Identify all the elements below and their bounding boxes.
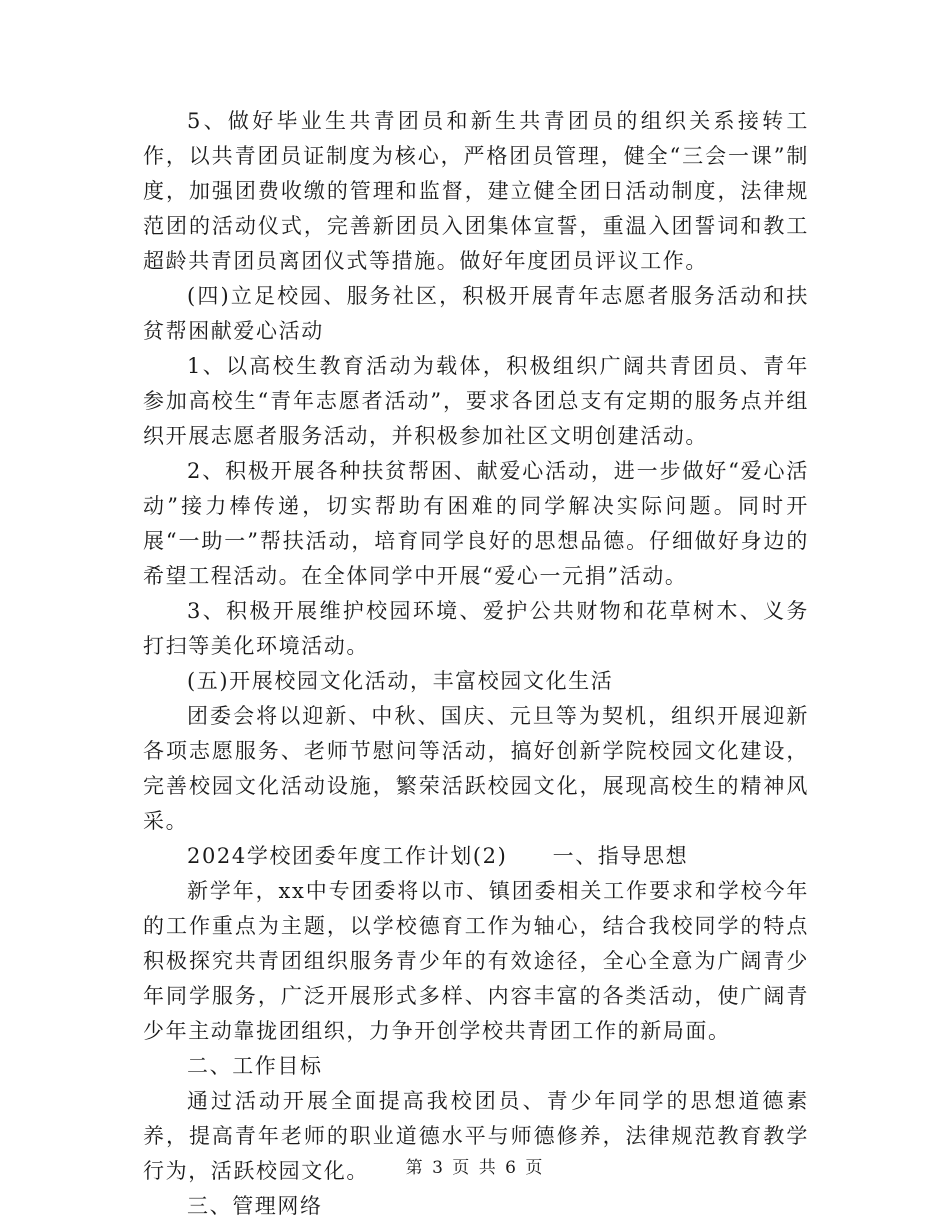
section-heading-volunteer: (四)立足校园、服务社区，积极开展青年志愿者服务活动和扶贫帮困献爱心活动	[143, 284, 809, 343]
paragraph-culture: 团委会将以迎新、中秋、国庆、元旦等为契机，组织开展迎新各项志愿服务、老师节慰问等活动，搞好创新学院校园文化建设，完善校园文化活动设施，繁荣活跃校园文化，展现高校生的精神风采。	[143, 704, 809, 833]
paragraph-item-3-environment: 3、积极开展维护校园环境、爱护公共财物和花草树木、义务打扫等美化环境活动。	[143, 599, 809, 658]
paragraph-new-year: 新学年，xx中专团委将以市、镇团委相关工作要求和学校今年的工作重点为主题，以学校德育工作为轴心，结合我校同学的特点积极探究共青团组织服务青少年的有效途径，全心全意为广阔青少年同学服务，广泛开展形式多样、内容丰富的各类活动，使广阔青少年主动靠拢团组织，力争开创学校共青团工作的新局面。	[143, 879, 809, 1043]
section-heading-goals: 二、工作目标	[187, 1054, 323, 1078]
paragraph-item-1-volunteer: 1、以高校生教育活动为载体，积极组织广阔共青团员、青年参加高校生“青年志愿者活动”，要求各团总支有定期的服务点并组织开展志愿者服务活动，并积极参加社区文明创建活动。	[143, 354, 809, 448]
document-body	[143, 104, 809, 1224]
paragraph-item-5-handover: 5、做好毕业生共青团员和新生共青团员的组织关系接转工作，以共青团员证制度为核心，严格团员管理，健全“三会一课”制度，加强团费收缴的管理和监督，建立健全团日活动制度，法律规范团的活动仪式，完善新团员入团集体宣誓，重温入团誓词和教工超龄共青团员离团仪式等措施。做好年度团员评议工作。	[143, 109, 809, 273]
paragraph-item-2-charity: 2、积极开展各种扶贫帮困、献爱心活动，进一步做好“爱心活动”接力棒传递，切实帮助有困难的同学解决实际问题。同时开展“一助一”帮扶活动，培育同学良好的思想品德。仔细做好身边的希望工程活动。在全体同学中开展“爱心一元捐”活动。	[143, 459, 809, 588]
section-heading-network: 三、管理网络	[187, 1194, 323, 1218]
plan-title-guiding-ideology: 2024学校团委年度工作计划(2) 一、指导思想	[187, 844, 689, 868]
section-heading-culture: (五)开展校园文化活动，丰富校园文化生活	[187, 669, 614, 693]
paragraph-goals: 通过活动开展全面提高我校团员、青少年同学的思想道德素养，提高青年老师的职业道德水平与师德修养，法律规范教育教学行为，活跃校园文化。	[143, 1089, 809, 1183]
page-number-footer: 第 3 页 共 6 页	[405, 1158, 545, 1178]
